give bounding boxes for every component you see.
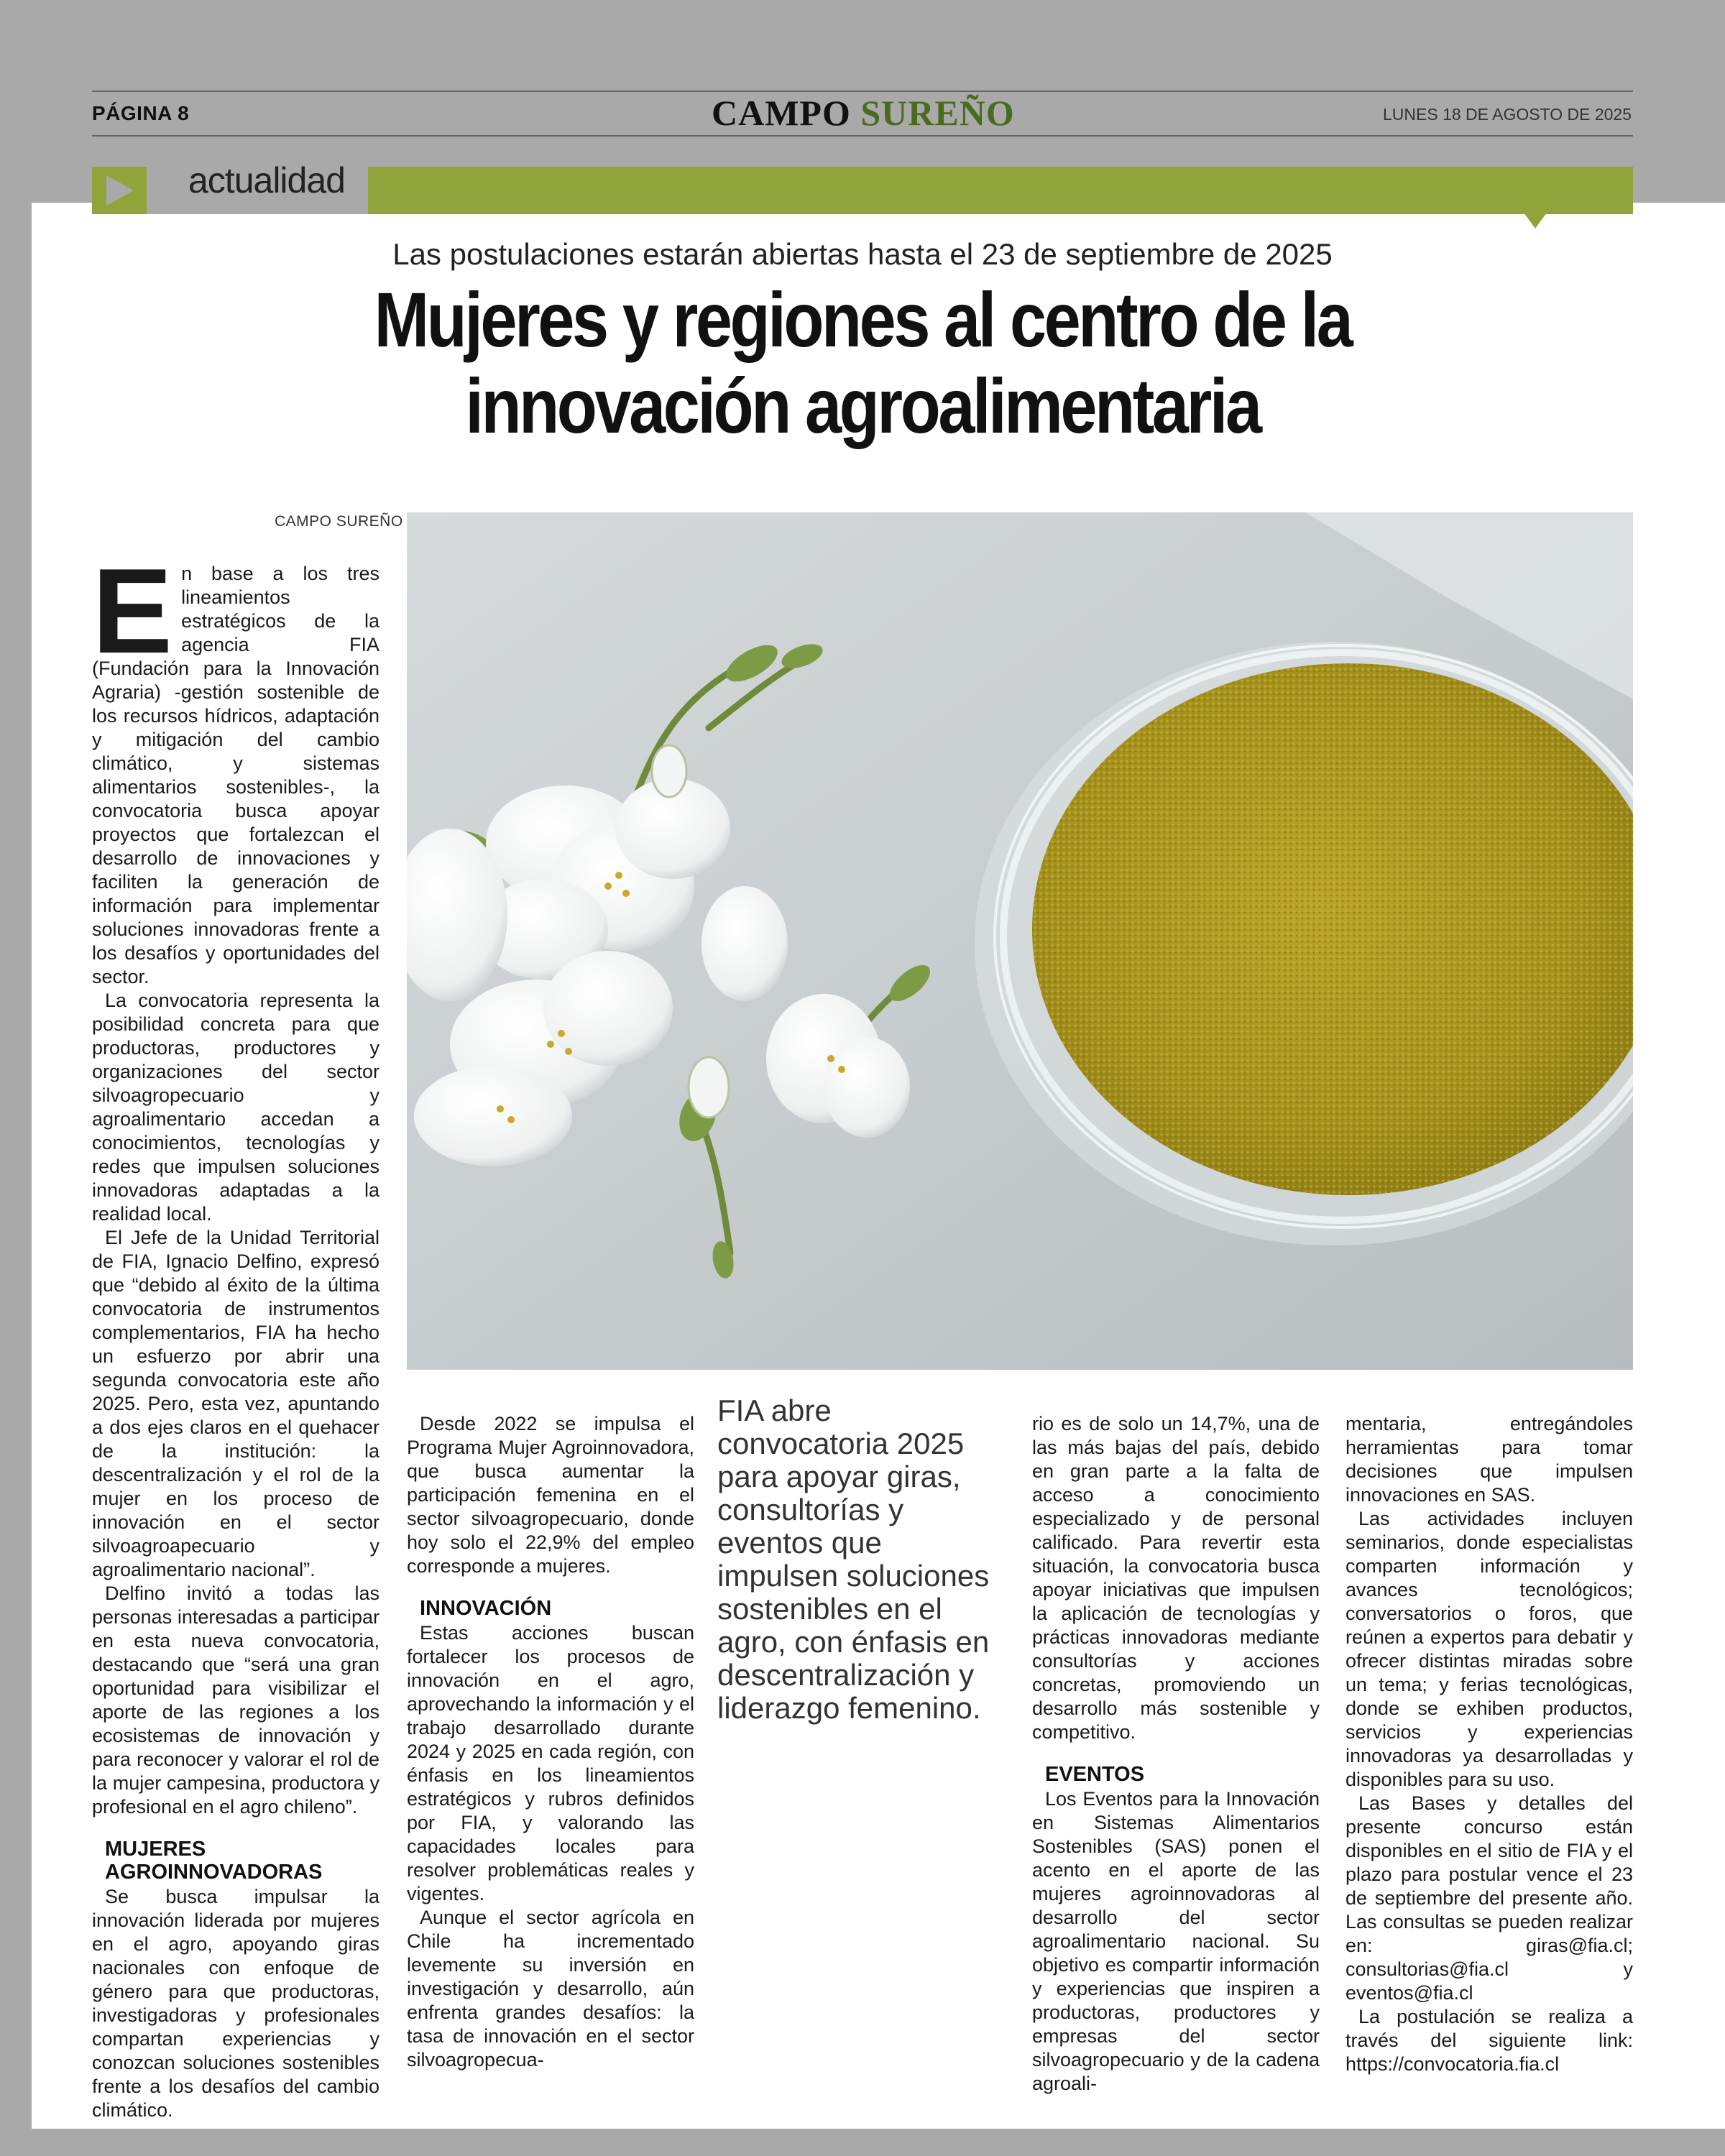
subheading: INNOVACIÓN: [420, 1597, 552, 1620]
pull-quote: FIA abre convocatoria 2025 para apoyar giras, consultorías y eventos que impulsen soluciones sostenibles en el agro, con énfasis en descentralización y liderazgo femenino.: [717, 1393, 990, 1725]
subheading: EVENTOS: [1045, 1763, 1145, 1786]
paragraph: Aunque el sector agrícola en Chile ha incrementado levemente su inversión en investigación y desarrollo, aún enfrenta grandes desafíos: la tasa de innovación en el sector silvoagropecua-: [407, 1907, 694, 2070]
subheading: MUJERES AGROINNOVADORAS: [105, 1838, 323, 1884]
section-label: actualidad: [188, 160, 345, 201]
paragraph-text: n base a los tres lineamientos estratégicos de la agencia FIA (Fundación para la Innovación Agraria) -gestión sostenible de los recursos hídricos, adaptación y mitigación del cambio climático, y sistemas alimentarios sostenibles-, la convocatoria busca apoyar proyectos que fortalezcan el desarrollo de innovaciones y faciliten la generación de información para implementar soluciones innovadoras frente a los desafíos y oportunidades del sector.: [92, 563, 380, 987]
paragraph: La convocatoria representa la posibilidad concreta para que productoras, productores y organizaciones del sector silvoagropecuario y agroalimentario accedan a conocimientos, tecnologías y redes que impulsen soluciones innovadoras adaptadas a la realidad local.: [92, 990, 380, 1225]
paragraph: [92, 543, 380, 989]
article-column-1: [92, 543, 380, 2122]
article-headline: [129, 277, 1596, 449]
paragraph: Los Eventos para la Innovación en Sistemas Alimentarios Sostenibles (SAS) ponen el acento en el aporte de las mujeres agroinnovadoras al desarrollo del sector agroalimentario nacional. Su objetivo es compartir información y experiencias que inspiren a productoras, productores y empresas del sector silvoagropecuario y de la cadena agroali-: [1032, 1788, 1320, 2094]
paragraph: Delfino invitó a todas las personas interesadas a participar en esta nueva convocatoria, destacando que “será una gran oportunidad para visibilizar el aporte de las regiones a los ecosistemas de innovación y para reconocer y valorar el rol de la mujer campesina, productora y profesional en el agro chileno”.: [92, 1583, 380, 1818]
drop-cap: E: [92, 543, 173, 678]
paragraph: mentaria, entregándoles herramientas para tomar decisiones que impulsen innovaciones en SAS.: [1346, 1413, 1633, 1506]
paragraph: Desde 2022 se impulsa el Programa Mujer Agroinnovadora, que busca aumentar la participación femenina en el sector silvoagropecuario, donde hoy solo el 22,9% del empleo corresponde a mujeres.: [407, 1413, 694, 1577]
paragraph: La postulación se realiza a través del siguiente link: https://convocatoria.fia.cl: [1346, 2006, 1633, 2075]
article-photo-pollen-flowers: [407, 512, 1633, 1370]
masthead: [712, 92, 1015, 134]
paragraph: Las Bases y detalles del presente concurso están disponibles en el sitio de FIA y el plazo para postular vence el 23 de septiembre del presente año. Las consultas se pueden realizar en: giras@fia.cl; consultorias@fia.cl y eventos@fia.cl: [1346, 1792, 1633, 2004]
paragraph: Las actividades incluyen seminarios, donde especialistas comparten información y avances tecnológicos; conversatorios o foros, que reúnen a expertos para debatir y ofrecer distintas miradas sobre un tema; y ferias tecnológicas, donde se exhiben productos, servicios y experiencias innovadoras ya desarrolladas y disponibles para su uso.: [1346, 1508, 1633, 1790]
section-bar-notch: [1524, 213, 1547, 229]
header-bottom-rule: [92, 135, 1633, 137]
article-column-2: [407, 1412, 694, 2072]
paragraph: Se busca impulsar la innovación liderada por mujeres en el agro, apoyando giras nacionales con enfoque de género para que productoras, investigadoras y profesionales compartan experiencias y conozcan soluciones sostenibles frente a los desafíos del cambio climático.: [92, 1886, 380, 2121]
masthead-part2: SUREÑO: [860, 93, 1015, 133]
paragraph: rio es de solo un 14,7%, una de las más bajas del país, debido en gran parte a la falta de acceso a conocimiento especializado y de personal calificado. Para revertir esta situación, la convocatoria busca apoyar iniciativas que impulsen la aplicación de tecnologías y prácticas innovadoras mediante consultorías y acciones concretas, promoviendo un desarrollo más sostenible y competitivo.: [1032, 1413, 1320, 1743]
page-number: PÁGINA 8: [92, 102, 190, 124]
paragraph: El Jefe de la Unidad Territorial de FIA, Ignacio Delfino, expresó que “debido al éxito de la última convocatoria de instrumentos complementarios, FIA ha hecho un esfuerzo por abrir una segunda convocatoria este año 2025. Pero, esta vez, apuntando a dos ejes claros en el quehacer de la institución: la descentralización y el rol de la mujer en los proceso de innovación en el sector silvoagroapecuario y agroalimentario nacional”.: [92, 1227, 380, 1580]
publication-date: LUNES 18 DE AGOSTO DE 2025: [1382, 105, 1632, 124]
headline-line-1: Mujeres y regiones al centro de la: [374, 276, 1351, 363]
headline-line-2: innovación agroalimentaria: [465, 362, 1260, 449]
byline: CAMPO SUREÑO: [275, 513, 403, 530]
masthead-part1: CAMPO: [712, 93, 851, 133]
article-column-5: [1346, 1412, 1633, 2076]
paragraph: Estas acciones buscan fortalecer los procesos de innovación en el agro, aprovechando la información y el trabajo desarrollado durante 2024 y 2025 en cada región, con énfasis en los lineamientos estratégicos y rubros definidos por FIA, y valorando las capacidades locales para resolver problemáticas reales y vigentes.: [407, 1622, 694, 1904]
article-kicker: Las postulaciones estarán abiertas hasta el 23 de septiembre de 2025: [392, 237, 1333, 271]
play-arrow-icon: [92, 167, 147, 214]
article-column-4: [1032, 1412, 1320, 2096]
